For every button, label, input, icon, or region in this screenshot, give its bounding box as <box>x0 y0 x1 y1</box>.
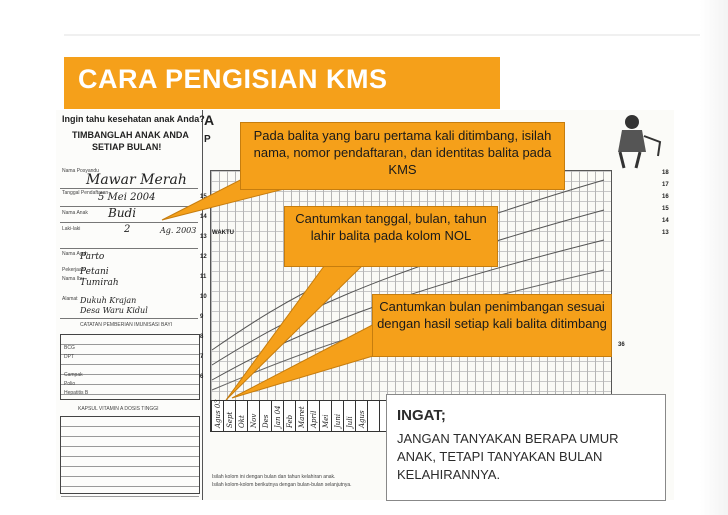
child-name-value: Budi <box>108 206 137 220</box>
mother-label: Nama Ibu <box>62 276 84 282</box>
vaccine-campak: Campak <box>64 372 83 378</box>
weight-label: 14 <box>200 214 207 220</box>
posyandu-label: Nama Posyandu <box>62 168 99 174</box>
month-label: Juli <box>346 416 354 428</box>
right-weight-label: 17 <box>662 182 669 188</box>
address-label: Alamat <box>62 296 78 302</box>
right-weight-label: 14 <box>662 218 669 224</box>
footnote-1: Isilah kolom ini dengan bulan dan tahun kelahiran anak. <box>212 474 336 480</box>
month-label: Agus 03 <box>214 399 222 428</box>
reminder-line-1: JANGAN TANYAKAN BERAPA UMUR <box>397 431 619 446</box>
vaccine-dpt: DPT <box>64 354 74 360</box>
weight-label: 13 <box>200 234 207 240</box>
chart-heading-p: P <box>204 134 211 145</box>
address-line-1: Dukuh Krajan <box>80 296 137 305</box>
weight-label: 6 <box>200 374 204 380</box>
capsule-label: KAPSUL VITAMIN A DOSIS TINGGI <box>78 406 159 412</box>
reminder-line-3: KELAHIRANNYA. <box>397 467 501 482</box>
immunization-label: CATATAN PEMBERIAN IMUNISASI BAYI <box>80 322 173 328</box>
birth-order-value: 2 <box>124 224 131 235</box>
weight-label: 15 <box>200 194 207 200</box>
month-label: April <box>310 410 318 428</box>
reminder-heading: INGAT; <box>397 407 446 424</box>
month-label: Agus <box>358 410 366 428</box>
month-label: Jan 04 <box>274 405 282 428</box>
right-weight-label: 18 <box>662 170 669 176</box>
card-header-question: Ingin tahu kesehatan anak Anda? <box>62 114 205 124</box>
month-label: Juni <box>334 413 342 428</box>
sex-label: Laki-laki <box>62 226 81 232</box>
slide-title: CARA PENGISIAN KMS <box>78 64 388 94</box>
vaccine-polio: Polio <box>64 381 76 387</box>
waktu-label: WAKTU <box>212 230 234 236</box>
month-label: Mei <box>322 414 330 428</box>
child-name-label: Nama Anak <box>62 210 88 216</box>
reminder-line-2: ANAK, TETAPI TANYAKAN BULAN <box>397 449 603 464</box>
father-job-value: Petani <box>80 267 109 277</box>
date-label: Tanggal Pendaftaran <box>62 190 109 196</box>
date-value: 5 Mei 2004 <box>98 192 156 203</box>
weight-label: 11 <box>200 274 207 280</box>
father-job-label: Pekerjaan <box>62 267 85 273</box>
month-label: Maret <box>298 406 306 428</box>
address-line-2: Desa Waru Kidul <box>80 306 148 315</box>
right-weight-label: 15 <box>662 206 669 212</box>
month-label: Feb <box>286 414 294 428</box>
callout-weighing-month: Cantumkan bulan penimbangan sesuai dengan hasil setiap kali balita ditimbang <box>372 294 612 357</box>
month-label: Des <box>262 414 270 428</box>
mother-value: Tumirah <box>80 278 119 288</box>
chart-heading-a: A <box>204 112 215 128</box>
weight-label: 9 <box>200 314 204 320</box>
posyandu-value: Mawar Merah <box>86 172 187 188</box>
vaccine-hepatitis: Hepatitis B <box>64 390 89 396</box>
month-label: Sept <box>226 411 234 428</box>
card-header-monthly: SETIAP BULAN! <box>92 142 162 152</box>
callout-birth-date: Cantumkan tanggal, bulan, tahun lahir balita pada kolom NOL <box>284 206 498 267</box>
right-weight-label: 16 <box>662 194 669 200</box>
birth-date-value: Ag. 2003 <box>160 226 197 235</box>
weight-label: 10 <box>200 294 207 300</box>
weight-label: 7 <box>200 354 204 360</box>
reminder-box <box>386 394 666 501</box>
weight-label: 8 <box>200 334 204 340</box>
callout-identity: Pada balita yang baru pertama kali ditimbang, isilah nama, nomor pendaftaran, dan identitas balita pada KMS <box>240 122 565 190</box>
vaccine-bcg: BCG <box>64 345 75 351</box>
month-label: Okt <box>238 415 246 428</box>
right-weight-label: 13 <box>662 230 669 236</box>
footnote-2: Isilah kolom-kolom berikutnya dengan bulan-bulan selanjutnya. <box>212 482 352 488</box>
father-label: Nama Ayah <box>62 251 88 257</box>
age-number: 36 <box>618 342 625 348</box>
father-value: Parto <box>80 252 105 262</box>
weight-label: 12 <box>200 254 207 260</box>
card-header-weigh: TIMBANGLAH ANAK ANDA <box>72 130 189 140</box>
month-label: Nov <box>250 413 258 428</box>
